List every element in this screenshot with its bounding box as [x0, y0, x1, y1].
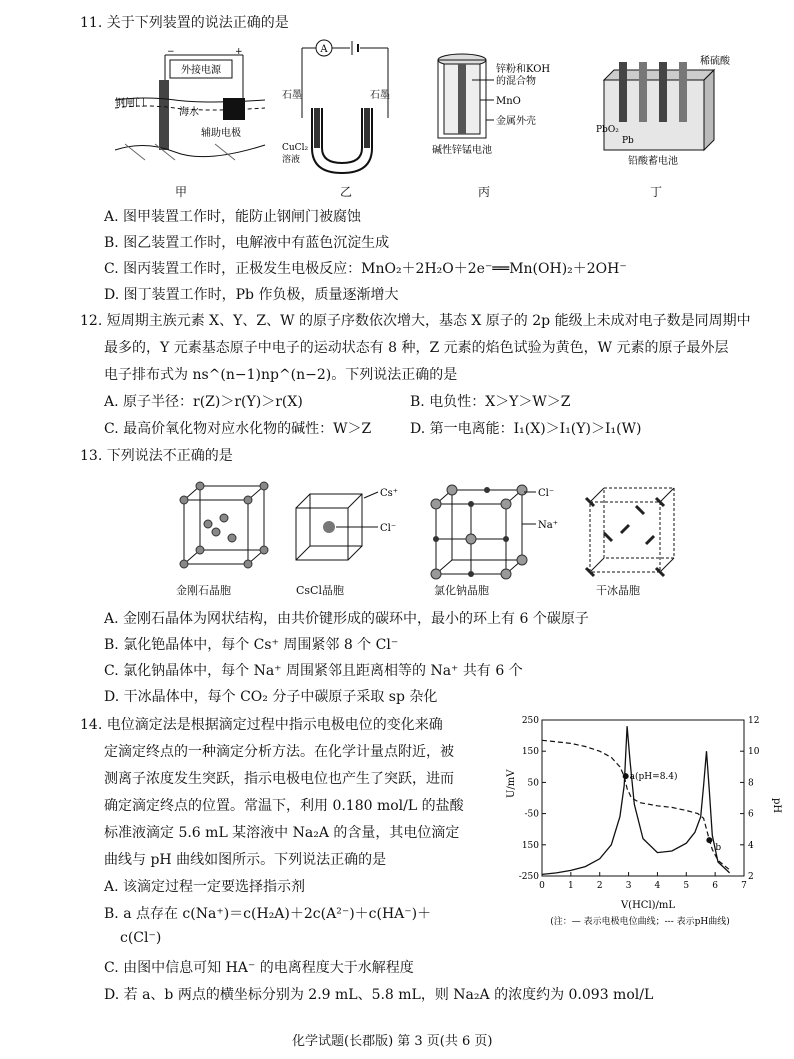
q14-stem-line5: 标准液滴定 5.6 mL 某溶液中 Na₂A 的含量，其电位滴定: [104, 825, 460, 841]
chart-note: (注：— 表示电极电位曲线；--- 表示pH曲线): [550, 917, 730, 927]
q14-stem-line6: 曲线与 pH 曲线如图所示。下列说法正确的是: [104, 852, 387, 868]
fig-jia-gate-label: 钢闸门: [115, 98, 145, 109]
svg-text:−: −: [167, 47, 175, 57]
q14-stem-line1: 14. 电位滴定法是根据滴定过程中指示电极电位的变化来确: [80, 717, 443, 733]
q12-stem-line2: 最多的，Y 元素基态原子中电子的运动状态有 8 种，Z 元素的焰色试验为黄色，W 元素的原子最外层: [104, 340, 729, 356]
y-right-tick-label: 12: [748, 716, 760, 726]
svg-text:溶液: 溶液: [282, 155, 301, 165]
svg-text:铅酸蓄电池: 铅酸蓄电池: [628, 156, 678, 167]
q14-stem-line2: 定滴定终点的一种滴定分析方法。在化学计量点附近，被: [104, 744, 454, 760]
nacl-cell-caption: 氯化钠晶胞: [434, 584, 489, 597]
x-tick-label: 3: [625, 881, 632, 891]
fig-yi-diagram: [282, 38, 402, 178]
svg-text:金属外壳: 金属外壳: [496, 116, 536, 127]
fig-jia-seawater-label: 海水: [179, 107, 199, 118]
x-tick-label: 2: [596, 881, 603, 891]
svg-text:Cl⁻: Cl⁻: [380, 523, 397, 534]
q13-option-b: B. 氯化铯晶体中，每个 Cs⁺ 周围紧邻 8 个 Cl⁻: [104, 637, 399, 653]
q14-option-b-line2: c(Cl⁻): [120, 930, 162, 946]
x-tick-label: 5: [683, 881, 690, 891]
q12-option-c: C. 最高价氧化物对应水化物的碱性：W＞Z: [104, 421, 372, 437]
fig-yi-caption: 乙: [340, 185, 353, 199]
y-left-tick-label: -50: [524, 809, 539, 820]
x-tick-label: 7: [741, 881, 747, 891]
x-axis-label: V(HCl)/mL: [620, 900, 676, 911]
q14-option-a: A. 该滴定过程一定要选择指示剂: [104, 879, 306, 895]
q11-option-d: D. 图丁装置工作时，Pb 作负极，质量逐渐增大: [104, 287, 399, 303]
point-a: [623, 773, 629, 779]
crystal-cells-figure: [170, 478, 730, 598]
q12-option-b: B. 电负性：X＞Y＞W＞Z: [410, 394, 571, 410]
cscl-cell: [296, 488, 398, 560]
q13-stem: 13. 下列说法不正确的是: [80, 448, 233, 464]
y-right-tick-label: 2: [748, 872, 754, 882]
y-right-tick-label: 4: [748, 840, 754, 851]
plot-frame: [542, 720, 744, 876]
q12-stem-line3: 电子排布式为 ns^(n−1)np^(n−2)。下列说法正确的是: [104, 367, 458, 383]
y-right-label: pH: [771, 798, 782, 814]
q14-stem-line3: 测离子浓度发生突跃，指示电极电位也产生了突跃，进而: [104, 771, 454, 787]
fig-jia-diagram: [115, 40, 275, 180]
q12-stem-line1: 12. 短周期主族元素 X、Y、Z、W 的原子序数依次增大，基态 X 原子的 2p 能级上未成对电子数是同周期中: [80, 313, 751, 329]
fig-jia-power-label: 外接电源: [181, 65, 221, 76]
q11-stem: 11. 关于下列装置的说法正确的是: [80, 15, 289, 31]
y-left-label: U/mV: [506, 769, 517, 798]
dry-ice-cell-caption: 干冰晶胞: [596, 584, 640, 597]
x-tick-label: 0: [539, 881, 545, 891]
q14-option-c: C. 由图中信息可知 HA⁻ 的电离程度大于水解程度: [104, 960, 414, 976]
svg-text:Na⁺: Na⁺: [538, 520, 558, 531]
diamond-cell-caption: 金刚石晶胞: [176, 584, 231, 597]
y-right-tick-label: 10: [748, 747, 760, 758]
q11-option-c: C. 图丙装置工作时，正极发生电极反应：MnO₂＋2H₂O＋2e⁻══Mn(OH)₂＋2OH⁻: [104, 261, 627, 277]
y-right-tick-label: 8: [748, 778, 754, 789]
y-left-tick-label: 150: [521, 747, 539, 758]
y-left-tick-label: -250: [518, 872, 539, 882]
fig-jia-aux-label: 辅助电极: [201, 128, 241, 139]
svg-text:Pb: Pb: [622, 136, 634, 146]
svg-text:石墨: 石墨: [370, 90, 390, 101]
svg-text:稀硫酸: 稀硫酸: [700, 56, 730, 67]
point-a-label: a(pH=8.4): [629, 772, 678, 783]
q11-option-a: A. 图甲装置工作时，能防止钢闸门被腐蚀: [104, 209, 362, 225]
cscl-cell-caption: CsCl晶胞: [296, 584, 344, 597]
y-left-tick-label: 150: [521, 840, 539, 851]
svg-text:Cs⁺: Cs⁺: [380, 488, 399, 499]
x-tick-label: 1: [567, 881, 574, 891]
svg-text:PbO₂: PbO₂: [596, 125, 619, 135]
fig-ding-diagram: [594, 50, 744, 170]
svg-text:MnO: MnO: [496, 96, 521, 107]
titration-chart: [508, 708, 780, 930]
x-tick-label: 4: [654, 881, 661, 891]
fig-jia-caption: 甲: [175, 185, 188, 199]
svg-text:A: A: [320, 44, 328, 55]
svg-text:碱性锌锰电池: 碱性锌锰电池: [432, 145, 492, 156]
y-right-tick-label: 6: [748, 809, 754, 820]
svg-text:Cl⁻: Cl⁻: [538, 488, 555, 499]
q13-option-c: C. 氯化钠晶体中，每个 Na⁺ 周围紧邻且距离相等的 Na⁺ 共有 6 个: [104, 663, 523, 679]
x-tick-label: 6: [712, 881, 719, 891]
q14-option-b-line1: B. a 点存在 c(Na⁺)＝c(H₂A)＋2c(A²⁻)＋c(HA⁻)＋: [104, 906, 432, 922]
nacl-cell: [431, 485, 558, 579]
q12-option-d: D. 第一电离能：I₁(X)＞I₁(Y)＞I₁(W): [410, 421, 642, 437]
q11-option-b: B. 图乙装置工作时，电解液中有蓝色沉淀生成: [104, 235, 390, 251]
dry-ice-cell: [586, 488, 674, 576]
q13-option-a: A. 金刚石晶体为网状结构，由共价键形成的碳环中，最小的环上有 6 个碳原子: [104, 611, 589, 627]
svg-text:+: +: [235, 47, 243, 57]
diamond-cell: [180, 482, 268, 568]
svg-text:CuCl₂: CuCl₂: [282, 143, 309, 153]
point-b-label: b: [715, 843, 722, 854]
page-footer: 化学试题(长郡版) 第 3 页(共 6 页): [292, 1034, 493, 1049]
y-left-tick-label: 250: [521, 716, 539, 726]
svg-text:的混合物: 的混合物: [496, 76, 536, 87]
fig-ding-caption: 丁: [650, 185, 663, 199]
svg-text:石墨: 石墨: [282, 90, 302, 101]
q13-option-d: D. 干冰晶体中，每个 CO₂ 分子中碳原子采取 sp 杂化: [104, 689, 438, 705]
svg-text:锌粉和KOH: 锌粉和KOH: [496, 64, 551, 75]
q14-option-d: D. 若 a、b 两点的横坐标分别为 2.9 mL、5.8 mL，则 Na₂A 的浓度约为 0.093 mol/L: [104, 987, 654, 1003]
fig-bing-diagram: [432, 50, 567, 160]
point-b: [706, 837, 712, 843]
q14-stem-line4: 确定滴定终点的位置。常温下，利用 0.180 mol/L 的盐酸: [104, 798, 464, 814]
y-left-tick-label: 50: [527, 778, 539, 789]
q12-option-a: A. 原子半径：r(Z)＞r(Y)＞r(X): [104, 394, 303, 410]
fig-bing-caption: 丙: [478, 185, 491, 199]
